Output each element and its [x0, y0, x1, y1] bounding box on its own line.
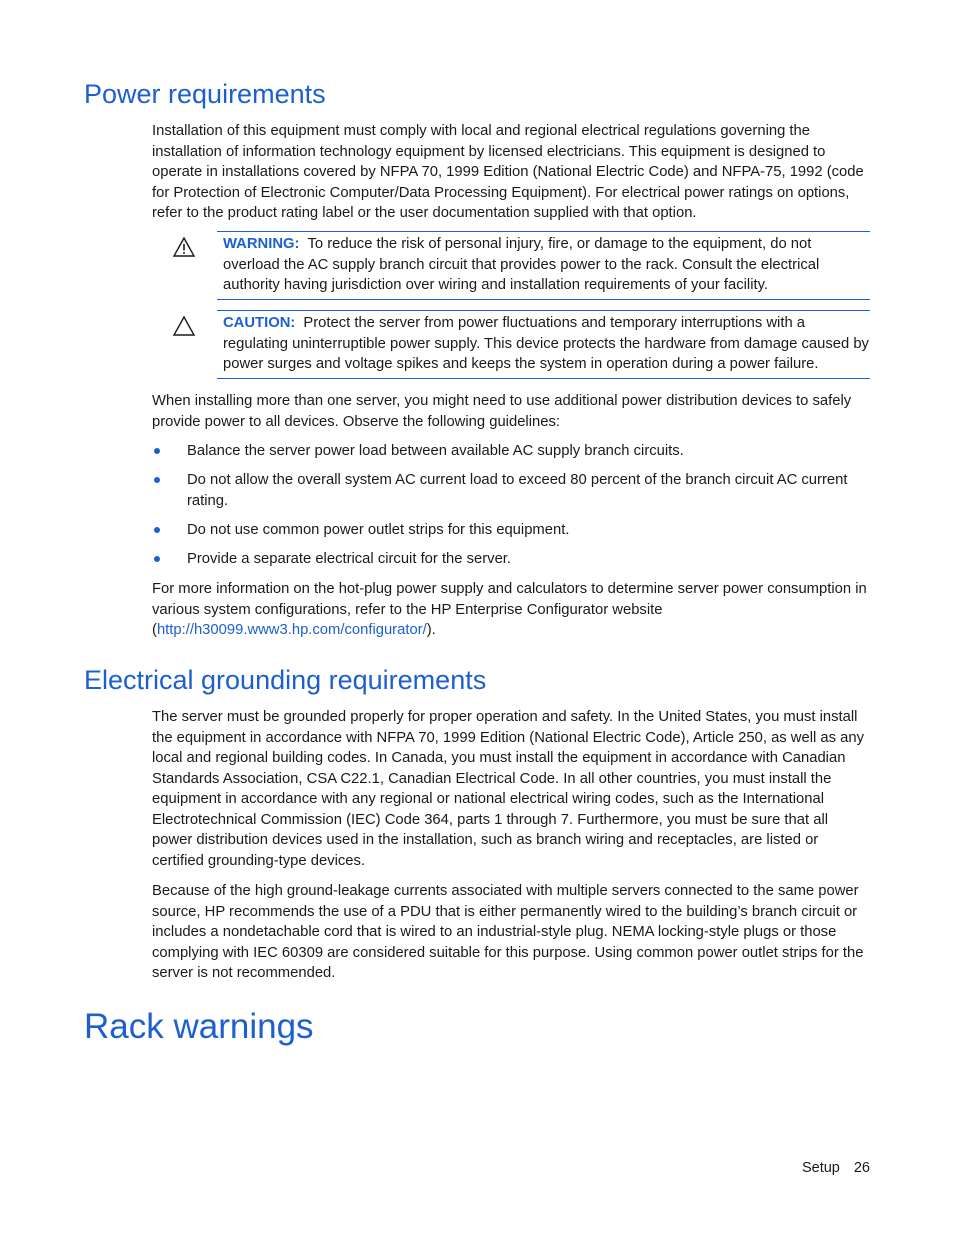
section-heading-rack-warnings: Rack warnings: [84, 1007, 314, 1046]
caution-icon: [172, 315, 196, 337]
warning-note: [217, 231, 870, 300]
grounding-paragraph-2: Because of the high ground-leakage currents associated with multiple servers connected to the same power source, HP recommends the use of a PDU that is either permanently wired to the building’s branch circuit or includes a nondetachable cord that is wired to an industrial-style plug. NEMA locking-style plugs or those complying with IEC 60309 are considered suitable for this purpose. Using common power outlet strips for the server is not recommended.: [152, 883, 864, 981]
bullet-icon: [154, 556, 160, 562]
footer-section: Setup: [801, 1160, 840, 1176]
caution-label: CAUTION:: [223, 315, 296, 331]
guidelines-intro-paragraph: When installing more than one server, you might need to use additional power distribution devices to safely provide power to all devices. Observe the following guidelines:: [152, 393, 852, 430]
guidelines-list: [152, 441, 872, 578]
bullet-icon: [154, 527, 160, 533]
power-intro-paragraph: Installation of this equipment must comply with local and regional electrical regulations governing the installation of information technology equipment by licensed electricians. This equipment is designed to operate in installations covered by NFPA 70, 1999 Edition (National Electric Code) and NFPA-75, 1992 (code for Protection of Electronic Computer/Data Processing Equipment). For electrical power ratings on options, refer to the product rating label or the user documentation supplied with that option.: [152, 123, 864, 221]
warning-label: WARNING:: [223, 236, 300, 252]
page-footer: [802, 1158, 870, 1178]
list-item: Provide a separate electrical circuit for the server.: [152, 549, 872, 570]
section-heading-grounding: Electrical grounding requirements: [84, 665, 487, 695]
configurator-link[interactable]: http://h30099.www3.hp.com/configurator/: [156, 622, 427, 638]
list-item: Do not use common power outlet strips for this equipment.: [152, 520, 872, 541]
bullet-icon: [154, 477, 160, 483]
list-item: Balance the server power load between available AC supply branch circuits.: [152, 441, 872, 462]
list-item: Do not allow the overall system AC current load to exceed 80 percent of the branch circuit AC current rating.: [152, 470, 872, 511]
caution-text: Protect the server from power fluctuations and temporary interruptions with a regulating uninterruptible power supply. This device protects the hardware from damage caused by power surges and voltage spikes and keeps the system in operation during a power failure.: [223, 315, 869, 372]
grounding-paragraph-1: The server must be grounded properly for proper operation and safety. In the United States, you must install the equipment in accordance with NFPA 70, 1999 Edition (National Electric Code), Article 250, as well as any local and regional building codes. In Canada, you must install the equipment in accordance with Canadian Standards Association, CSA C22.1, Canadian Electrical Code. In all other countries, you must install the equipment in accordance with any regional or national electrical wiring codes, such as the International Electrotechnical Commission (IEC) Code 364, parts 1 through 7. Furthermore, you must be sure that all power distribution devices used in the installation, such as branch wiring and receptacles, are listed or certified grounding-type devices.: [152, 709, 864, 869]
section-heading-power: Power requirements: [84, 79, 326, 109]
more-info-text: For more information on the hot-plug power supply and calculators to determine server power consumption in various system configurations, refer to the HP Enterprise Configurator website: [152, 581, 867, 618]
caution-note: [217, 310, 870, 379]
warning-text: To reduce the risk of personal injury, fire, or damage to the equipment, do not overload the AC supply branch circuit that provides power to the rack. Consult the electrical authority having jurisdiction over wiring and installation requirements of your facility.: [223, 236, 820, 293]
more-info-paragraph: For more information on the hot-plug power supply and calculators to determine server power consumption in various system configurations, refer to the HP Enterprise Configurator website (http://h30099.www3.hp.com/configurator/).: [152, 581, 867, 638]
warning-icon: [172, 236, 196, 258]
page-number: 26: [853, 1160, 870, 1176]
bullet-icon: [154, 448, 160, 454]
